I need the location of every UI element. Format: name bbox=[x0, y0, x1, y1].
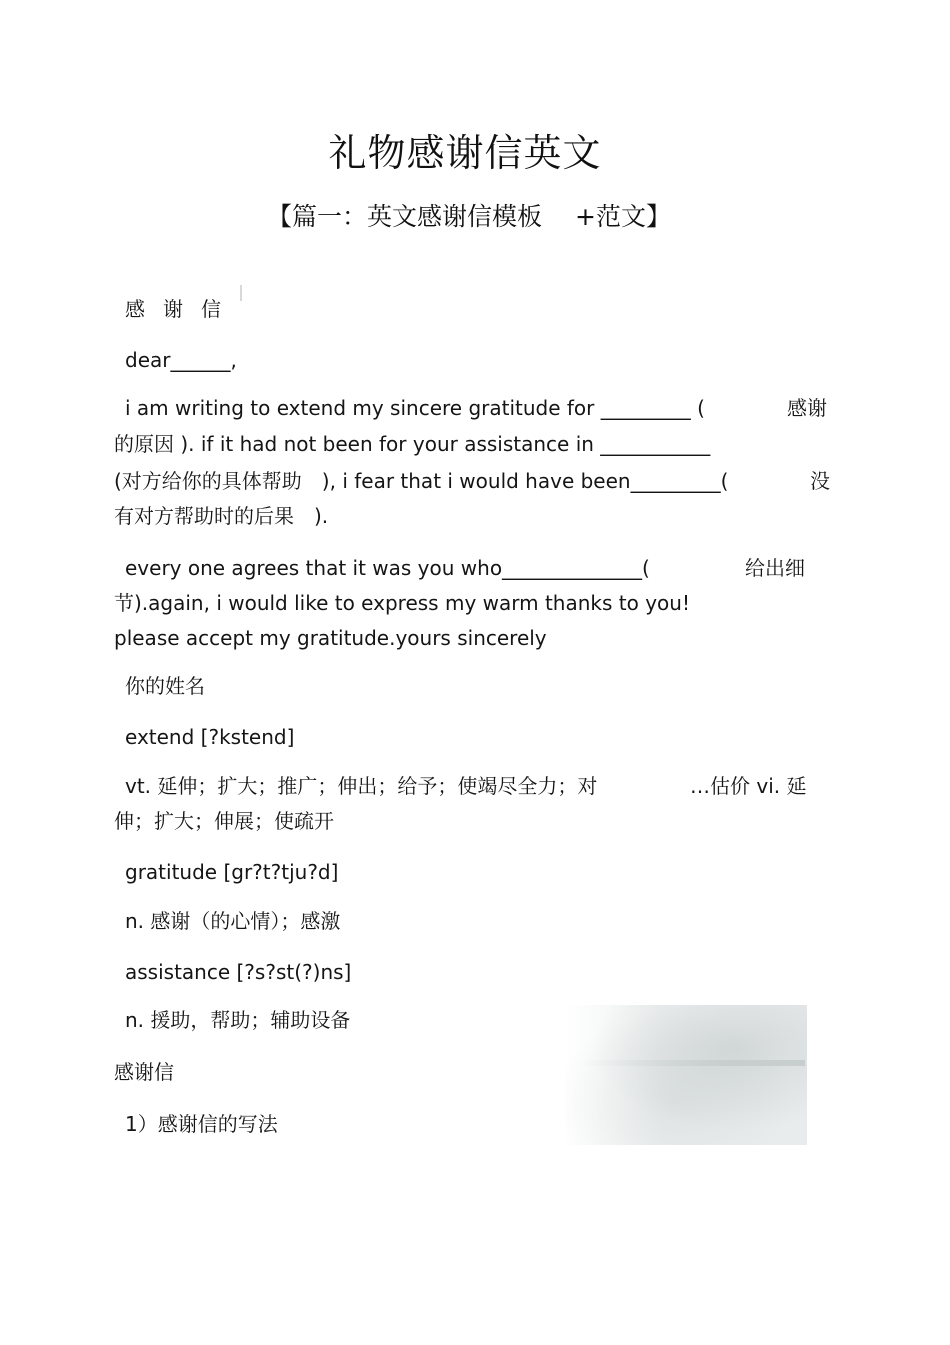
watermark-landscape-image bbox=[565, 1005, 807, 1145]
para1-line2: 的原因 ). if it had not been for your assistance in ___________ bbox=[114, 432, 711, 456]
decorative-tick bbox=[240, 285, 242, 301]
para2-line2: 节).again, i would like to express my warm thanks to you! bbox=[114, 591, 690, 615]
vocab-extend-def-line2: 伸；扩大；伸展；使疏开 bbox=[114, 809, 334, 833]
letter-salutation: dear______, bbox=[125, 348, 237, 372]
document-subtitle: 【篇一：英文感谢信模板 +范文】 bbox=[267, 202, 671, 231]
para2-line3: please accept my gratitude.yours sincerely bbox=[114, 626, 547, 650]
para1-line3-right: 没 bbox=[810, 469, 830, 493]
watermark-horizon bbox=[575, 1060, 805, 1066]
para1-line1: i am writing to extend my sincere gratitude for _________ ( bbox=[125, 396, 705, 420]
para1-line3: (对方给你的具体帮助 ), i fear that i would have been_________( bbox=[114, 469, 729, 493]
vocab-gratitude-def: n. 感谢（的心情）；感激 bbox=[125, 909, 341, 933]
vocab-gratitude-word: gratitude [gr?t?tju?d] bbox=[125, 860, 339, 884]
para1-line1-right: 感谢 bbox=[787, 396, 827, 420]
vocab-assistance-word: assistance [?s?st(?)ns] bbox=[125, 960, 352, 984]
para2-line1: every one agrees that it was you who______________( bbox=[125, 556, 650, 580]
para1-line4: 有对方帮助时的后果 ). bbox=[114, 504, 329, 528]
vocab-extend-word: extend [?kstend] bbox=[125, 725, 295, 749]
section-heading: 感谢信 bbox=[114, 1060, 174, 1084]
letter-heading: 感谢信 bbox=[125, 297, 239, 321]
vocab-extend-def-line1-right: …估价 vi. 延 bbox=[690, 774, 807, 798]
vocab-assistance-def: n. 援助，帮助；辅助设备 bbox=[125, 1008, 351, 1032]
vocab-extend-def-line1: vt. 延伸；扩大；推广；伸出；给予；使竭尽全力；对 bbox=[125, 774, 598, 798]
section-item-1: 1）感谢信的写法 bbox=[125, 1112, 278, 1136]
document-title: 礼物感谢信英文 bbox=[328, 131, 602, 175]
para2-line1-right: 给出细 bbox=[745, 556, 805, 580]
letter-signature: 你的姓名 bbox=[125, 674, 205, 698]
